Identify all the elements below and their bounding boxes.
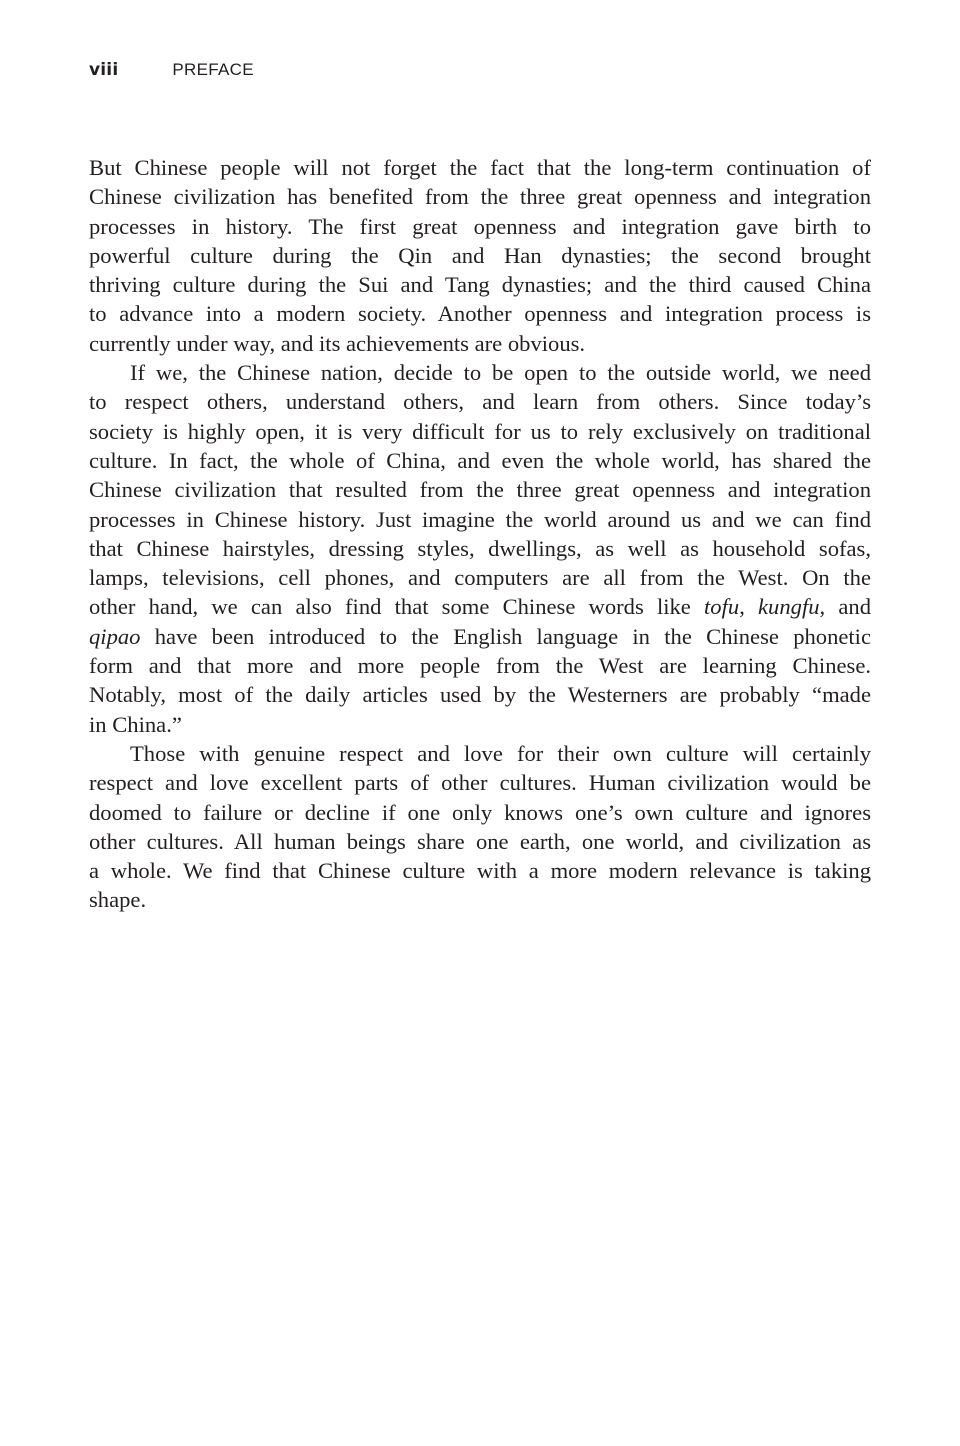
text-line: powerful culture during the Qin and Han dynasties; the second brought [89,242,871,268]
text-line: processes in history. The first great openness and integration gave birth to [89,213,871,239]
text-line: to respect others, understand others, and learn from others. Since today’s [89,389,871,415]
paragraph-3 [89,739,871,915]
text-line: respect and love excellent parts of other cultures. Human civilization would be [89,770,871,796]
italic-word-kungfu: kungfu [758,594,820,620]
text-line: But Chinese people will not forget the fact that the long-term continuation of [89,155,871,180]
running-head [89,60,254,86]
text-segment: have been introduced to the English language in the Chinese phonetic [140,623,871,649]
text-line: thriving culture during the Sui and Tang dynasties; and the third caused China [89,272,871,298]
section-title: PREFACE [172,60,254,79]
text-line: Chinese civilization that resulted from the three great openness and integration [89,477,871,503]
text-line: Those with genuine respect and love for their own culture will certainly [130,740,871,766]
text-line: culture. In fact, the whole of China, and even the whole world, has shared the [89,447,871,473]
text-line: to advance into a modern society. Another openness and integration process is [89,301,871,327]
text-line: form and that more and more people from the West are learning Chinese. [89,653,871,679]
italic-word-tofu: tofu [704,594,740,620]
text-line: shape. [89,887,147,913]
text-line: processes in Chinese history. Just imagine the world around us and we can find [89,506,871,532]
text-line: that Chinese hairstyles, dressing styles, dwellings, as well as household sofas, [89,535,871,561]
text-line: Notably, most of the daily articles used by the Westerners are probably “made [89,682,871,708]
text-line: society is highly open, it is very difficult for us to rely exclusively on traditional [89,418,871,444]
paragraph-1 [89,153,871,358]
text-line: doomed to failure or decline if one only knows one’s own culture and ignores [89,799,871,825]
text-segment: other hand, we can also find that some Chinese words like [89,594,705,620]
text-line-italic [89,622,871,651]
text-line: currently under way, and its achievements are obvious. [89,330,586,356]
text-line-italic [89,592,871,621]
body-text [89,153,871,915]
text-line: Chinese civilization has benefited from the three great openness and integration [89,184,871,210]
text-segment: , [739,594,759,620]
paragraph-2 [89,358,871,739]
page-number: viii [89,60,119,80]
text-line: in China.” [89,711,182,737]
italic-word-qipao: qipao [89,623,141,649]
text-line: other cultures. All human beings share one earth, one world, and civilization as [89,828,871,854]
text-line: If we, the Chinese nation, decide to be open to the outside world, we need [130,360,871,386]
text-line: lamps, televisions, cell phones, and computers are all from the West. On the [89,565,871,591]
text-segment: , and [819,594,871,620]
text-line: a whole. We find that Chinese culture with a more modern relevance is taking [89,858,871,884]
